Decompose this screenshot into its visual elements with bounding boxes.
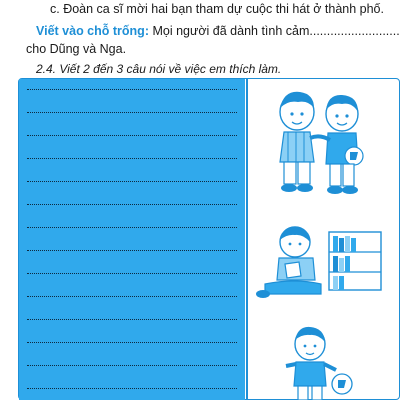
- two-boys-friends-illustration: [262, 84, 372, 199]
- dotted-writing-line[interactable]: [27, 181, 237, 182]
- dotted-writing-line[interactable]: [27, 388, 237, 389]
- dotted-writing-line[interactable]: [27, 227, 237, 228]
- dotted-writing-line[interactable]: [27, 112, 237, 113]
- dotted-writing-line[interactable]: [27, 296, 237, 297]
- task-heading: 2.4. Viết 2 đến 3 câu nói về việc em thích làm.: [36, 62, 282, 76]
- dotted-writing-line[interactable]: [27, 250, 237, 251]
- column-divider: [246, 79, 248, 400]
- dotted-writing-line[interactable]: [27, 89, 237, 90]
- dotted-writing-line[interactable]: [27, 204, 237, 205]
- fill-in-blank-label: Viết vào chỗ trống:: [36, 24, 149, 38]
- boy-reading-by-bookshelf-illustration: [255, 222, 385, 302]
- dotted-writing-line[interactable]: [27, 135, 237, 136]
- fill-in-blank-continuation: cho Dũng và Nga.: [26, 42, 127, 56]
- writing-area[interactable]: [19, 79, 245, 400]
- dotted-writing-line[interactable]: [27, 319, 237, 320]
- dotted-writing-line[interactable]: [27, 365, 237, 366]
- exercise-item-c: c. Đoàn ca sĩ mời hai bạn tham dự cuộc thi hát ở thành phố.: [50, 2, 384, 16]
- dotted-writing-line[interactable]: [27, 158, 237, 159]
- boy-playing-football-illustration: [262, 322, 372, 400]
- fill-in-blank-text: Mọi người đã dành tình cảm..........................: [148, 24, 400, 38]
- dotted-writing-line[interactable]: [27, 273, 237, 274]
- dotted-writing-line[interactable]: [27, 342, 237, 343]
- fill-in-blank-line: [36, 24, 400, 38]
